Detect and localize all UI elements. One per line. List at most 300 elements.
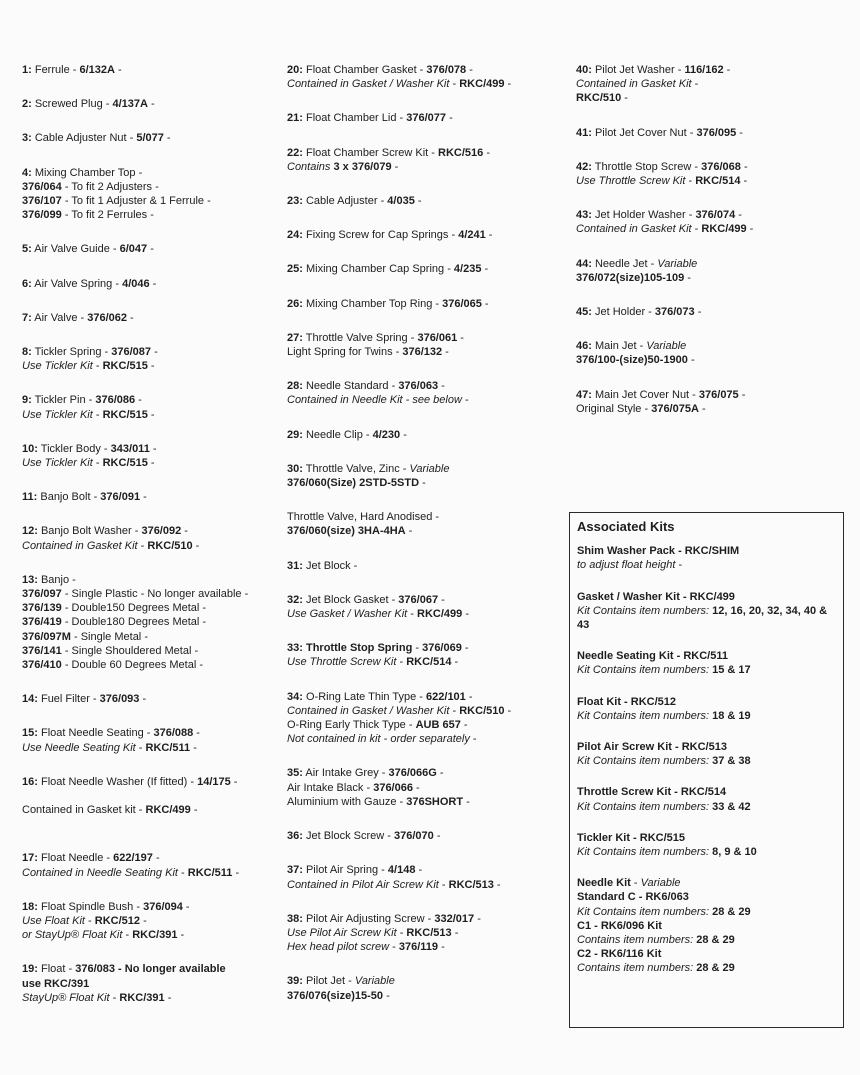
kit-desc: Kit Contains item numbers: [577,664,710,677]
note-line: Contained in Gasket kit - RKC/499 - [22,804,198,817]
kit-desc: to adjust float height [577,559,676,572]
part-item [576,257,836,285]
item-number: 8: [22,346,32,359]
variant-code: 376/064 [22,180,62,193]
part-code: 376/060(Size) 2STD-5STD [287,477,420,490]
item-number: 16: [22,775,38,788]
kit-name: Pilot Air Screw Kit - RKC/513 [577,741,727,754]
variable-label: Variable [640,877,681,890]
part-label: Tickler Spring [34,346,102,359]
alt-label: Original Style [576,402,642,415]
part-line: 12: Banjo Bolt Washer - 376/092 - [22,525,188,538]
bold-line [22,977,274,991]
note-line: Use Float Kit - RKC/512 - [22,914,147,927]
note-line: Use Throttle Screw Kit - RKC/514 - [576,175,748,188]
part-item [287,262,557,276]
part-line: 9: Tickler Pin - 376/086 - [22,394,142,407]
part-item [576,388,836,416]
kit-list [577,544,836,975]
part-line: 45: Jet Holder - 376/073 - [576,306,702,319]
part-item [287,331,557,359]
part-item [22,393,274,421]
part-item [576,63,836,106]
part-code: 376/065 [442,297,482,310]
kit-desc: Kit Contains item numbers: [577,800,710,813]
bold-line: 376/076(size)15-50 - [287,989,390,1002]
item-number: 46: [576,340,592,353]
kit-desc-line [577,604,836,632]
item-number: 38: [287,912,303,925]
part-item [287,462,557,490]
alt-label: Light Spring for Twins [287,346,393,359]
alt-code: 376SHORT [406,795,464,808]
part-line: 20: Float Chamber Gasket - 376/078 - [287,64,473,76]
variant-line: 376/139 - Double150 Degrees Metal - [22,602,207,615]
bold-line: 376/060(Size) 2STD-5STD - [287,477,426,490]
text: - [114,963,125,976]
item-number: 17: [22,852,38,865]
item-number: 4: [22,166,32,179]
kit-name: Throttle Screw Kit - RKC/514 [577,786,727,799]
note-text: Contains [287,160,331,173]
parts-column-3 [576,63,836,436]
part-label: Float Chamber Lid [305,112,397,125]
kit-entry [577,785,836,813]
part-code: 376/093 [99,693,140,706]
kit-item-numbers: 8, 9 & 10 [712,846,757,859]
part-item [287,228,557,242]
item-number: 29: [287,428,303,441]
kit-code: RKC/391 [119,991,165,1004]
part-item [22,573,274,672]
part-code: 376/094 [143,900,183,913]
part-line: 43: Jet Holder Washer - 376/074 - [576,209,742,222]
part-item [287,194,557,208]
part-item [22,962,274,1005]
note-text: StayUp® Float Kit [22,991,110,1004]
part-item [287,829,557,843]
bold-line: 376/060(size) 3HA-4HA - [287,525,413,538]
item-number: 11: [22,491,38,504]
note-text: Contained in Gasket Kit [22,539,138,552]
part-label: Float Spindle Bush [40,900,134,913]
item-number: 21: [287,112,303,125]
part-item [287,863,557,891]
kit-code: RKC/515 [102,408,148,421]
part-item [287,641,557,669]
variant-code: 376/141 [22,644,62,657]
part-line: 8: Tickler Spring - 376/087 - [22,346,158,359]
part-line: 34: O-Ring Late Thin Type - 622/101 - [287,690,473,703]
part-item [287,766,557,809]
note-text: Contained in Gasket / Washer Kit [287,78,450,91]
note-text: Hex head pilot screw [287,941,390,954]
part-item [22,131,274,145]
note-line: Not contained in kit - order separately - [287,733,477,746]
part-line: 17: Float Needle - 622/197 - [22,852,160,865]
part-line: 15: Float Needle Seating - 376/088 - [22,727,200,740]
kits-title: Associated Kits [577,519,675,534]
part-label: Mixing Chamber Top Ring [305,297,433,310]
part-item [576,305,836,319]
part-item [287,974,557,1002]
part-line: 33: Throttle Stop Spring - 376/069 - [287,642,469,655]
kit-desc-line [577,754,836,768]
bold-line: 376/072(size)105-109 - [576,271,691,284]
kit-name: Gasket / Washer Kit - RKC/499 [577,590,735,603]
part-label: Cable Adjuster [305,195,378,208]
note-text: Use Float Kit [22,914,85,927]
part-label: Float [40,963,66,976]
part-code: 4/137A [112,98,148,111]
part-code: 376/061 [417,331,458,344]
part-line: 44: Needle Jet - Variable [576,257,698,270]
variant-desc: Single Shouldered Metal [71,644,192,657]
part-line: 47: Main Jet Cover Nut - 376/075 - [576,388,746,401]
part-code: 376/077 [406,112,447,125]
part-item [287,912,557,955]
item-number: 2: [22,98,32,111]
item-number: 47: [576,388,592,401]
kit-entry [577,590,836,633]
part-label: Pilot Jet Cover Nut [594,126,687,139]
variant-desc: To fit 2 Ferrules [71,209,148,222]
part-label: Throttle Stop Screw [594,160,692,173]
kit-code: RKC/391 [132,929,178,942]
part-label: Main Jet Cover Nut [594,388,690,401]
part-item [22,97,274,111]
part-line: 5: Air Valve Guide - 6/047 - [22,243,154,256]
part-label: Main Jet [594,340,637,353]
part-code: 376/091 [100,491,141,504]
item-number: 15: [22,727,38,740]
part-label: Banjo [40,573,70,586]
note-line: StayUp® Float Kit - RKC/391 - [22,991,172,1004]
variant-code: 376/419 [22,616,62,629]
item-number: 22: [287,146,303,159]
kit-entry [577,544,836,572]
kit-desc: Kit Contains item numbers: [577,604,710,617]
part-label: Pilot Jet [305,975,346,988]
kit-name: Float Kit - RKC/512 [577,695,677,708]
note-text: Use Tickler Kit [22,408,93,421]
part-code: 376/095 [696,126,737,139]
part-label: Jet Block [305,559,351,572]
part-item [22,442,274,470]
part-label: Air Intake Grey [305,767,379,780]
kit-item-numbers: 15 & 17 [712,664,751,677]
part-line: 11: Banjo Bolt - 376/091 - [22,491,147,504]
kit-desc: Contains item numbers: [577,934,694,947]
part-code: 332/017 [434,912,475,925]
kit-name: C2 - RK6/116 Kit [577,948,662,961]
part-line: 22: Float Chamber Screw Kit - RKC/516 - [287,146,490,159]
part-item [287,63,557,91]
part-line: 32: Jet Block Gasket - 376/067 - [287,593,445,606]
variable-label: Variable [657,257,698,270]
note-text: Contained in Gasket Kit [576,78,692,91]
part-line: 16: Float Needle Washer (If fitted) - 14/175 - [22,775,238,788]
note-line: Use Throttle Screw Kit - RKC/514 - [287,656,459,669]
kit-code: RKC/512 [94,914,141,927]
item-number: 28: [287,380,303,393]
kit-code: RKC/499 [145,804,191,817]
part-item [22,726,274,754]
associated-kits-box [569,512,844,1028]
part-code: 5/077 [136,132,164,145]
note-line: Hex head pilot screw - 376/119 - [287,941,445,954]
variable-label: Variable [409,462,450,475]
part-line: 31: Jet Block - [287,559,358,572]
part-code: 376/076(size)15-50 [287,989,384,1002]
part-line: 27: Throttle Valve Spring - 376/061 - [287,331,464,344]
kit-entry [577,649,836,677]
part-label: Throttle Valve, Hard Anodised [287,511,433,524]
part-code: 376/092 [141,525,182,538]
kit-item-numbers: 28 & 29 [696,962,735,975]
part-line: 10: Tickler Body - 343/011 - [22,442,157,455]
kit-desc-line [577,905,836,919]
part-label: Ferrule [34,64,70,76]
kit-code: RKC/514 [695,175,741,188]
note-text: Contained in Needle Kit - see below [287,394,462,407]
item-number: 10: [22,442,38,455]
part-label: Air Valve [34,311,78,324]
alt-line: Light Spring for Twins - 376/132 - [287,346,449,359]
kit-code: RKC/511 [187,866,233,879]
part-item [22,692,274,706]
part-label: Fuel Filter [40,693,90,706]
part-label: Cable Adjuster Nut [34,132,127,145]
part-item [287,297,557,311]
kit-desc-line [577,663,836,677]
note-text: Contained in Pilot Air Screw Kit [287,878,439,891]
item-number: 27: [287,331,303,344]
part-label: Mixing Chamber Cap Spring [305,263,445,276]
kit-item-numbers: 28 & 29 [712,905,751,918]
item-number: 34: [287,690,303,703]
kit-code: RKC/499 [701,223,747,236]
kit-item-numbers: 33 & 42 [712,800,751,813]
note-text: Use Tickler Kit [22,457,93,470]
part-label: Fixing Screw for Cap Springs [305,229,449,242]
variant-line: 376/064 - To fit 2 Adjusters - [22,180,159,193]
part-label: O-Ring Late Thin Type [305,690,417,703]
kit-name: Needle Kit [577,877,631,890]
item-number: 5: [22,243,32,256]
part-label: Tickler Body [40,442,101,455]
note-line: Contained in Gasket / Washer Kit - RKC/510 - [287,704,512,717]
variant-desc: Double 60 Degrees Metal [71,659,197,672]
item-number: 45: [576,306,592,319]
part-line: 39: Pilot Jet - Variable [287,975,395,988]
item-number: 41: [576,126,592,139]
part-code: 4/035 [387,195,415,208]
part-item [22,900,274,943]
kit-entry [577,695,836,723]
variant-desc: To fit 2 Adjusters [71,180,153,193]
kit-desc: Kit Contains item numbers: [577,755,710,768]
item-number: 40: [576,64,592,76]
item-number: 14: [22,693,38,706]
item-number: 31: [287,559,303,572]
item-number: 37: [287,864,303,877]
variable-label: Variable [646,340,687,353]
item-number: 44: [576,257,592,270]
part-code: 4/046 [122,277,150,290]
part-item [22,311,274,325]
part-line: 35: Air Intake Grey - 376/066G - [287,767,444,780]
part-line: 23: Cable Adjuster - 4/035 - [287,195,422,208]
part-line: 4: Mixing Chamber Top - [22,166,143,179]
kit-entry [577,876,836,975]
part-code: 376/087 [111,346,152,359]
variant-desc: To fit 1 Adjuster & 1 Ferrule [71,195,205,208]
part-line: 30: Throttle Valve, Zinc - Variable [287,462,450,475]
item-number: 36: [287,830,303,843]
item-number: 20: [287,64,303,76]
note-text: or StayUp® Float Kit [22,929,123,942]
variant-desc: Single Metal [80,630,142,643]
alt-code: 376/066 [373,781,413,794]
kit-name: Needle Seating Kit - RKC/511 [577,650,728,663]
part-label: Needle Clip [305,428,363,441]
note-line: Contained in Needle Kit - see below - [287,394,469,407]
note-text: Use Tickler Kit [22,360,93,373]
kit-name: Shim Washer Pack - RKC/SHIM [577,545,740,558]
note-line: Contained in Pilot Air Screw Kit - RKC/513 - [287,878,501,891]
part-code: 376/088 [153,727,194,740]
kit-desc: Kit Contains item numbers: [577,709,710,722]
part-item [287,510,557,538]
kit-code: RKC/510 [147,539,193,552]
part-item [287,111,557,125]
note-line: Use Gasket / Washer Kit - RKC/499 - [287,608,470,621]
part-line: 40: Pilot Jet Washer - 116/162 - [576,64,731,76]
note-text: Use Needle Seating Kit [22,741,136,754]
kit-entry [577,831,836,859]
variant-code: 376/097M [22,630,71,643]
part-code: 376/063 [398,380,439,393]
item-number: 19: [22,963,38,976]
part-line: 2: Screwed Plug - 4/137A - [22,98,155,111]
kit-name: Standard C - RK6/063 [577,891,689,904]
note-line: Use Tickler Kit - RKC/515 - [22,360,155,373]
item-number: 25: [287,263,303,276]
kit-name: C1 - RK6/096 Kit [577,919,662,932]
part-code: 376/067 [398,593,439,606]
note-line: Contained in Gasket / Washer Kit - RKC/499 - [287,78,512,91]
item-number: 24: [287,229,303,242]
kit-code: 376/119 [398,941,439,954]
part-line: Throttle Valve, Hard Anodised - [287,511,440,524]
item-number: 3: [22,132,32,145]
part-item [576,126,836,140]
kit-desc-line [577,933,836,947]
kit-item-numbers: 12, 16, 20, 32, 34, 40 & 43 [577,604,828,632]
note-line: Contained in Gasket Kit - RKC/499 - [576,223,754,236]
item-number: 42: [576,160,592,173]
part-code: 376/070 [394,830,434,843]
part-line: 25: Mixing Chamber Cap Spring - 4/235 - [287,263,489,276]
part-item [287,690,557,747]
part-item [22,63,274,77]
variant-code: 376/410 [22,659,62,672]
alt-label: O-Ring Early Thick Type [287,719,406,732]
variant-line: 376/107 - To fit 1 Adjuster & 1 Ferrule - [22,195,211,208]
part-label: Screwed Plug [34,98,103,111]
variant-desc: Single Plastic - No longer available [71,588,242,601]
kit-item-numbers: 18 & 19 [712,709,751,722]
part-item [576,339,836,367]
variant-line: 376/097 - Single Plastic - No longer available - [22,588,249,601]
item-number: 26: [287,297,303,310]
part-item [22,851,274,879]
part-line: 6: Air Valve Spring - 4/046 - [22,277,157,290]
kit-desc: Contains item numbers: [577,962,694,975]
kit-desc-line [577,800,836,814]
part-line: 28: Needle Standard - 376/063 - [287,380,445,393]
part-code: 622/101 [426,690,466,703]
part-label: Jet Holder Washer [594,209,686,222]
alt-line: O-Ring Early Thick Type - AUB 657 - [287,719,468,732]
kit-code: 3 x 376/079 [333,160,392,173]
part-line: 36: Jet Block Screw - 376/070 - [287,830,441,843]
item-number: 1: [22,64,32,76]
kit-item-numbers: 37 & 38 [712,755,751,768]
part-line: 1: Ferrule - 6/132A - [22,64,122,76]
part-item [287,428,557,442]
part-item [22,524,274,552]
part-item [576,160,836,188]
part-label: Pilot Air Adjusting Screw [305,912,425,925]
part-label: Float Needle Washer (If fitted) [40,775,188,788]
part-item [287,379,557,407]
note-text: Not contained in kit - order separately [287,733,470,746]
part-code: 622/197 [113,852,153,865]
part-line: 13: Banjo - [22,573,76,586]
part-item [22,242,274,256]
part-code: 376/066G [388,767,437,780]
part-label: Needle Standard [305,380,389,393]
note-text: Use Gasket / Washer Kit [287,608,408,621]
item-number: 33: [287,642,303,655]
part-label: Jet Holder [594,306,646,319]
kit-code: RKC/510 [459,704,505,717]
part-code: 376/073 [654,306,695,319]
part-line: 26: Mixing Chamber Top Ring - 376/065 - [287,297,489,310]
part-label: Throttle Valve, Zinc [305,462,400,475]
part-label: Air Valve Spring [34,277,113,290]
part-code: 376/069 [422,642,462,655]
bold-line: RKC/510 - [576,92,628,105]
part-code: 376/060(size) 3HA-4HA [287,525,406,538]
item-number: 13: [22,573,38,586]
variant-code: 376/139 [22,602,62,615]
part-line: 21: Float Chamber Lid - 376/077 - [287,112,453,125]
note-line: Use Tickler Kit - RKC/515 - [22,408,155,421]
note-text: Use Throttle Screw Kit [576,175,686,188]
kit-code: RKC/515 [102,360,148,373]
item-number: 39: [287,975,303,988]
variable-label: Variable [354,975,395,988]
item-number: 18: [22,900,38,913]
part-code: 4/235 [453,263,482,276]
item-number: 23: [287,195,303,208]
part-label: Float Needle [40,852,104,865]
note-line: or StayUp® Float Kit - RKC/391 - [22,929,185,942]
kit-code: RKC/510 [576,92,622,105]
